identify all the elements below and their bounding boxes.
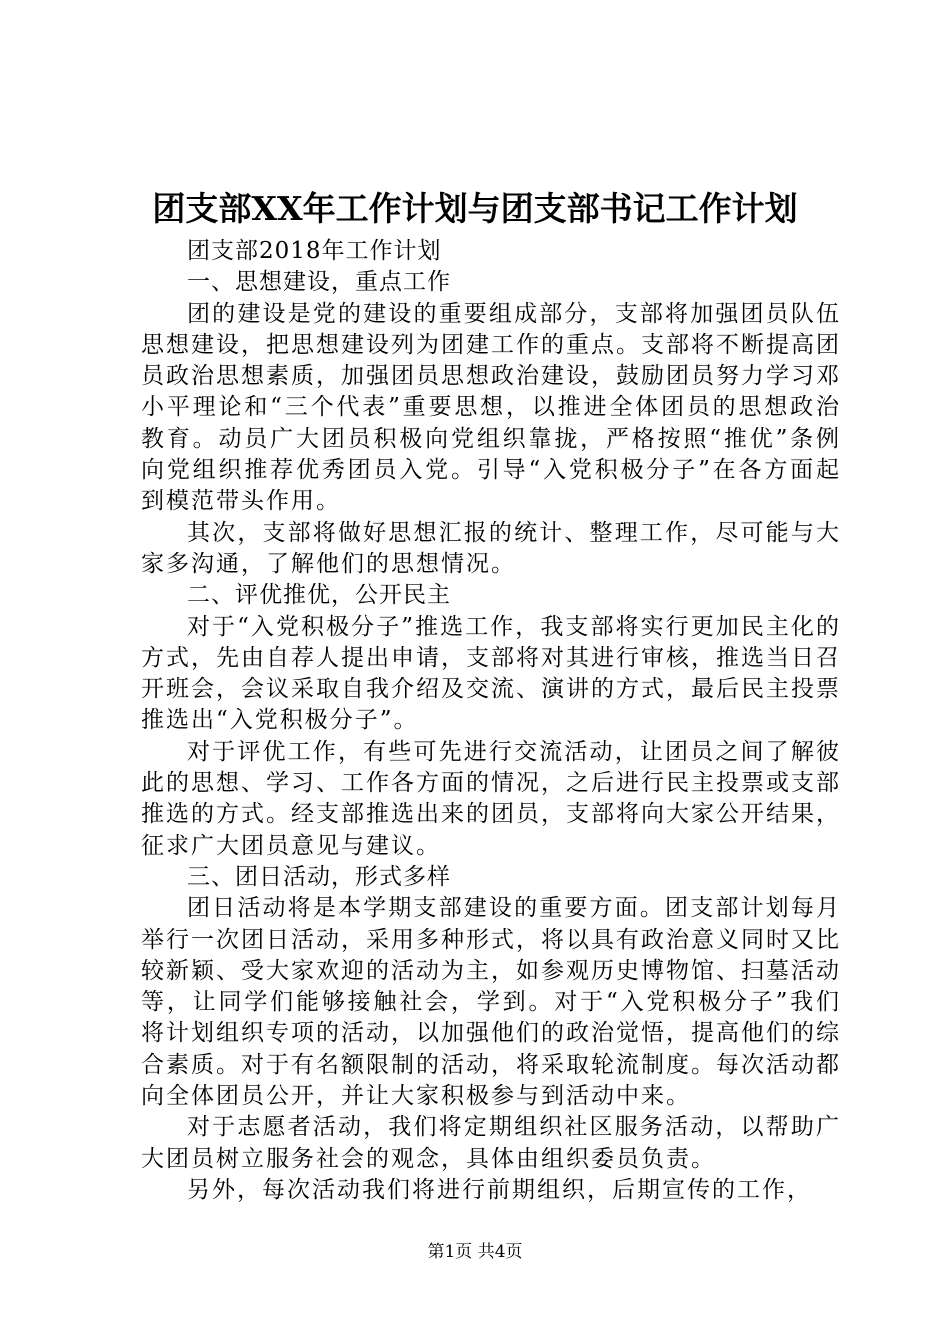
paragraph-6: 对于志愿者活动，我们将定期组织社区服务活动，以帮助广大团员树立服务社会的观念，具体由组织委员负责。	[141, 1114, 841, 1172]
paragraph-3: 对于“入党积极分子”推选工作，我支部将实行更加民主化的方式，先由自荐人提出申请，支部将对其进行审核，推选当日召开班会，会议采取自我介绍及交流、演讲的方式，最后民主投票推选出“入党积极分子”。	[141, 613, 841, 734]
section-heading-1: 一、思想建设，重点工作	[187, 269, 451, 296]
paragraph-2: 其次，支部将做好思想汇报的统计、整理工作，尽可能与大家多沟通，了解他们的思想情况。	[141, 519, 841, 577]
paragraph-5: 团日活动将是本学期支部建设的重要方面。团支部计划每月举行一次团日活动，采用多种形式，将以具有政治意义同时又比较新颖、受大家欢迎的活动为主，如参观历史博物馆、扫墓活动等，让同学们能够接触社会，学到。对于“入党积极分子”我们将计划组织专项的活动，以加强他们的政治觉悟，提高他们的综合素质。对于有名额限制的活动，将采取轮流制度。每次活动都向全体团员公开，并让大家积极参与到活动中来。	[141, 895, 841, 1110]
document-title: 团支部XX年工作计划与团支部书记工作计划	[152, 189, 798, 228]
paragraph-7: 另外，每次活动我们将进行前期组织，后期宣传的工作，	[187, 1176, 812, 1203]
page-number-footer: 第1页 共4页	[427, 1242, 523, 1262]
paragraph-1: 团的建设是党的建设的重要组成部分，支部将加强团员队伍思想建设，把思想建设列为团建工作的重点。支部将不断提高团员政治思想素质，加强团员思想政治建设，鼓励团员努力学习邓小平理论和“三个代表”重要思想，以推进全体团员的思想政治教育。动员广大团员积极向党组织靠拢，严格按照“推优”条例向党组织推荐优秀团员入党。引导“入党积极分子”在各方面起到模范带头作用。	[141, 300, 841, 515]
section-heading-3: 三、团日活动，形式多样	[187, 863, 451, 890]
paragraph-4: 对于评优工作，有些可先进行交流活动，让团员之间了解彼此的思想、学习、工作各方面的情况，之后进行民主投票或支部推选的方式。经支部推选出来的团员，支部将向大家公开结果，征求广大团员意见与建议。	[141, 738, 841, 859]
document-body	[141, 236, 841, 1206]
document-subtitle: 团支部2018年工作计划	[187, 238, 442, 264]
section-heading-2: 二、评优推优，公开民主	[187, 582, 451, 609]
